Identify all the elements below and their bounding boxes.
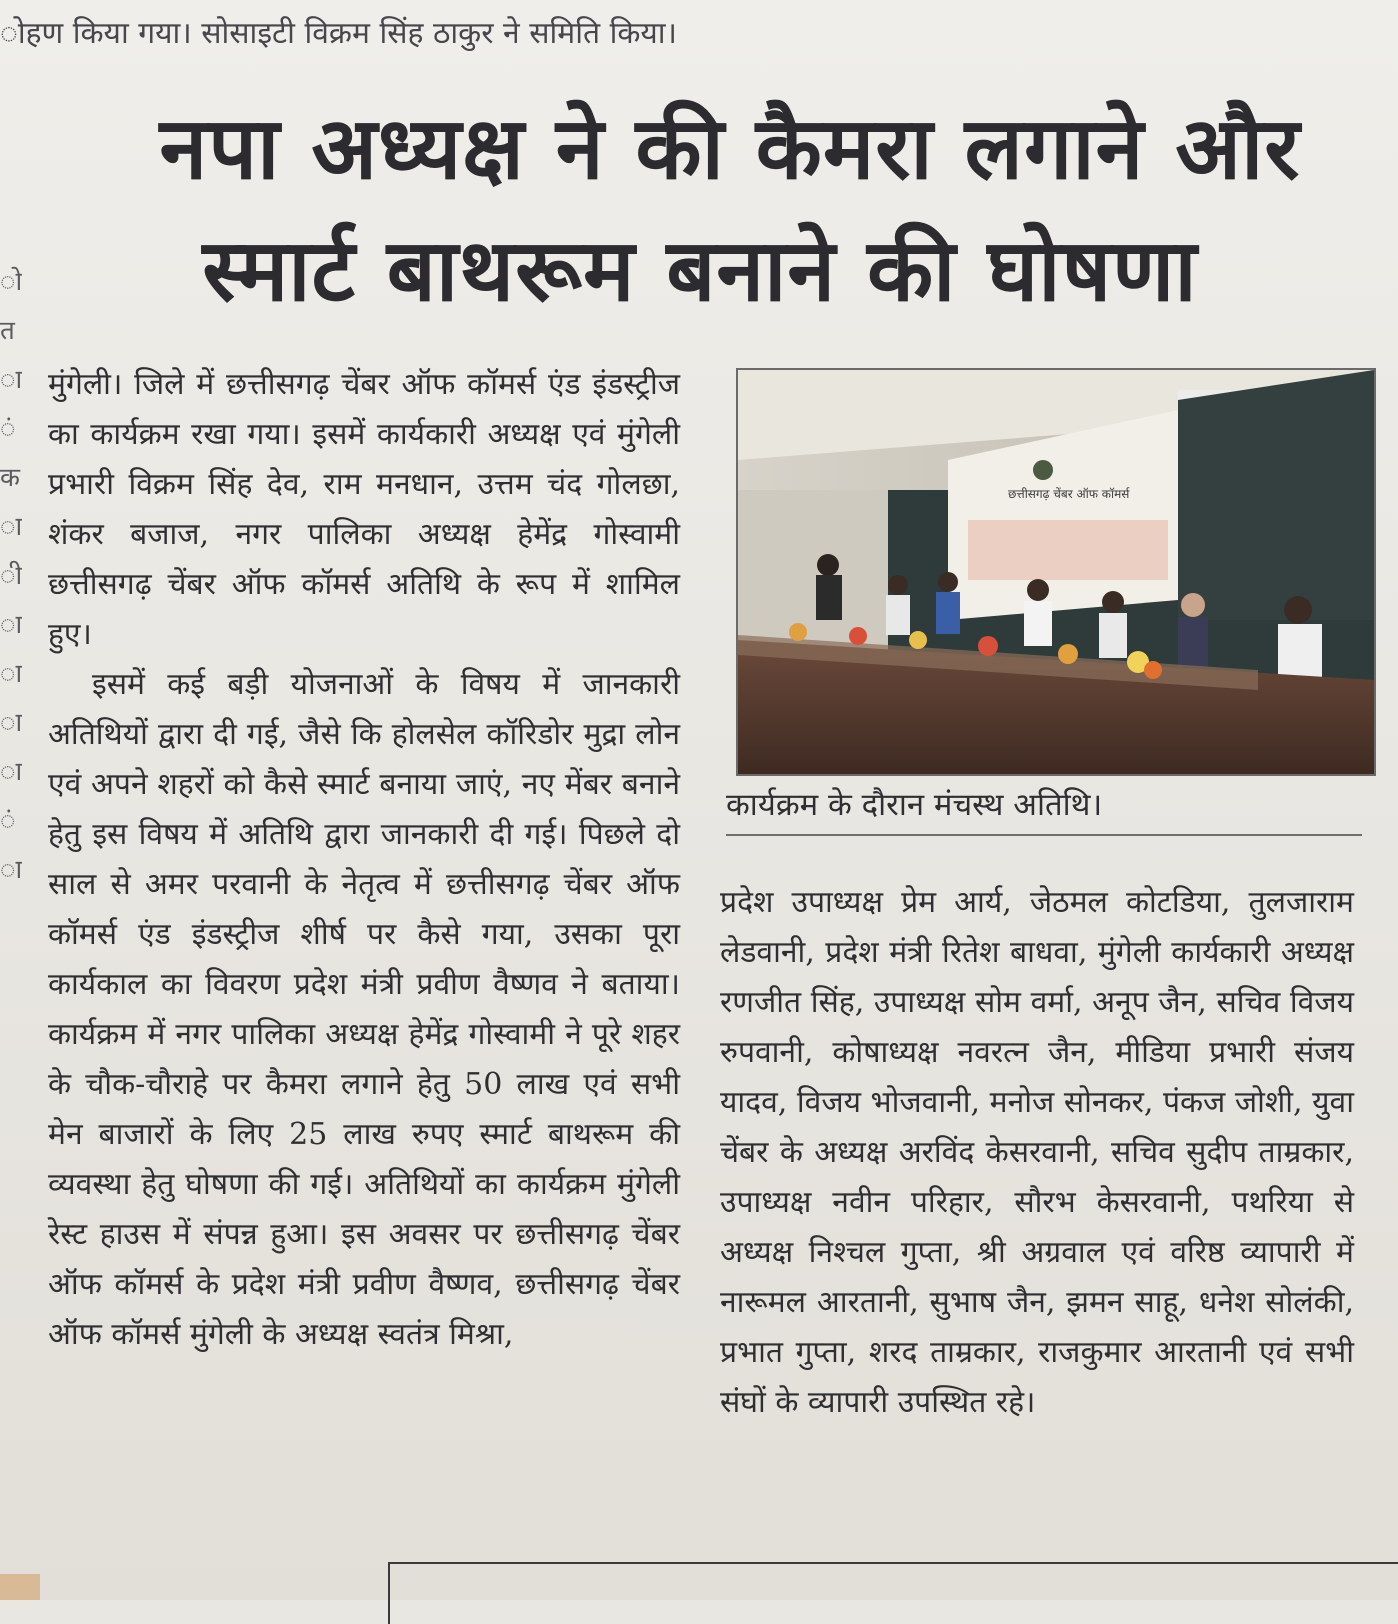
article-paragraph: प्रदेश उपाध्यक्ष प्रेम आर्य, जेठमल कोटडिया, तुलजाराम लेडवानी, प्रदेश मंत्री रितेश बाधवा, मुंगेली कार्यकारी अध्यक्ष रणजीत सिंह, उपाध्यक्ष सोम वर्मा, अनूप जैन, सचिव विजय रुपवानी, कोषाध्यक्ष नवरत्न जैन, मीडिया प्रभारी संजय यादव, विजय भोजवानी, मनोज सोनकर, पंकज जोशी, युवा चेंबर के अध्यक्ष अरविंद केसरवानी, सचिव सुदीप ताम्रकार, उपाध्यक्ष नवीन परिहार, सौरभ केसरवानी, पथरिया से अध्यक्ष निश्चल गुप्ता, श्री अग्रवाल एवं वरिष्ठ व्यापारी में नारूमल आरतानी, सुभाष जैन, झमन साहू, धनेश सोलंकी, प्रभात गुप्ता, शरद ताम्रकार, राजकुमार आरतानी एवं सभी संघों के व्यापारी उपस्थित रहे। <box>720 885 1354 1420</box>
column-fragment-char: ा <box>0 610 22 640</box>
previous-article-fragment: ोहण किया गया। सोसाइटी विक्रम सिंह ठाकुर ने समिति किया। <box>0 16 677 51</box>
column-fragment-char: ा <box>0 757 22 787</box>
column-fragment-char: क <box>0 463 20 493</box>
event-photo-illustration <box>738 370 1374 774</box>
event-photo <box>736 368 1376 776</box>
column-fragment-char: ा <box>0 512 22 542</box>
article-column-left <box>48 360 680 1360</box>
article-column-right <box>720 878 1354 1428</box>
headline-line-1: नपा अध्यक्ष ने की कैमरा लगाने और <box>159 99 1301 199</box>
caption-divider <box>726 834 1362 836</box>
column-fragment-char: ा <box>0 659 22 689</box>
column-fragment-char: ा <box>0 855 22 878</box>
photo-caption: कार्यक्रम के दौरान मंचस्थ अतिथि। <box>726 787 1103 823</box>
column-fragment-char: ो <box>0 267 22 297</box>
logo-icon <box>1033 460 1053 480</box>
headline-line-2: स्मार्ट बाथरूम बनाने की घोषणा <box>202 221 1198 321</box>
column-fragment-char: ं <box>0 414 16 444</box>
column-fragment-char: ी <box>0 561 22 591</box>
adjacent-column-fragment <box>0 258 22 878</box>
column-fragment-char: त <box>0 316 15 346</box>
page-edge <box>0 1574 40 1600</box>
article-paragraph: मुंगेली। जिले में छत्तीसगढ़ चेंबर ऑफ कॉमर्स एंड इंडस्ट्रीज का कार्यक्रम रखा गया। इसमें कार्यकारी अध्यक्ष एवं मुंगेली प्रभारी विक्रम सिंह देव, राम मनधान, उत्तम चंद गोलछा, शंकर बजाज, नगर पालिका अध्यक्ष हेमेंद्र गोस्वामी छत्तीसगढ़ चेंबर ऑफ कॉमर्स अतिथि के रूप में शामिल हुए। <box>48 367 680 652</box>
column-fragment-char: ा <box>0 365 22 395</box>
banner-text: छत्तीसगढ़ चेंबर ऑफ कॉमर्स <box>1008 487 1130 501</box>
next-article-border <box>388 1562 1398 1624</box>
article-paragraph: इसमें कई बड़ी योजनाओं के विषय में जानकारी अतिथियों द्वारा दी गई, जैसे कि होलसेल कॉरिडोर मुद्रा लोन एवं अपने शहरों को कैसे स्मार्ट बनाया जाएं, नए मेंबर बनाने हेतु इस विषय में अतिथि द्वारा जानकारी दी गई। पिछले दो साल से अमर परवानी के नेतृत्व में छत्तीसगढ़ चेंबर ऑफ कॉमर्स एंड इंडस्ट्रीज शीर्ष पर कैसे गया, उसका पूरा कार्यकाल का विवरण प्रदेश मंत्री प्रवीण वैष्णव ने बताया। कार्यक्रम में नगर पालिका अध्यक्ष हेमेंद्र गोस्वामी ने पूरे शहर के चौक-चौराहे पर कैमरा लगाने हेतु 50 लाख एवं सभी मेन बाजारों के लिए 25 लाख रुपए स्मार्ट बाथरूम की व्यवस्था हेतु घोषणा की गई। अतिथियों का कार्यक्रम मुंगेली रेस्ट हाउस में संपन्न हुआ। इस अवसर पर छत्तीसगढ़ चेंबर ऑफ कॉमर्स के प्रदेश मंत्री प्रवीण वैष्णव, छत्तीसगढ़ चेंबर ऑफ कॉमर्स मुंगेली के अध्यक्ष स्वतंत्र मिश्रा, <box>48 667 680 1352</box>
column-fragment-char: ा <box>0 708 22 738</box>
headline <box>80 88 1380 332</box>
column-fragment-char: ं <box>0 806 16 836</box>
